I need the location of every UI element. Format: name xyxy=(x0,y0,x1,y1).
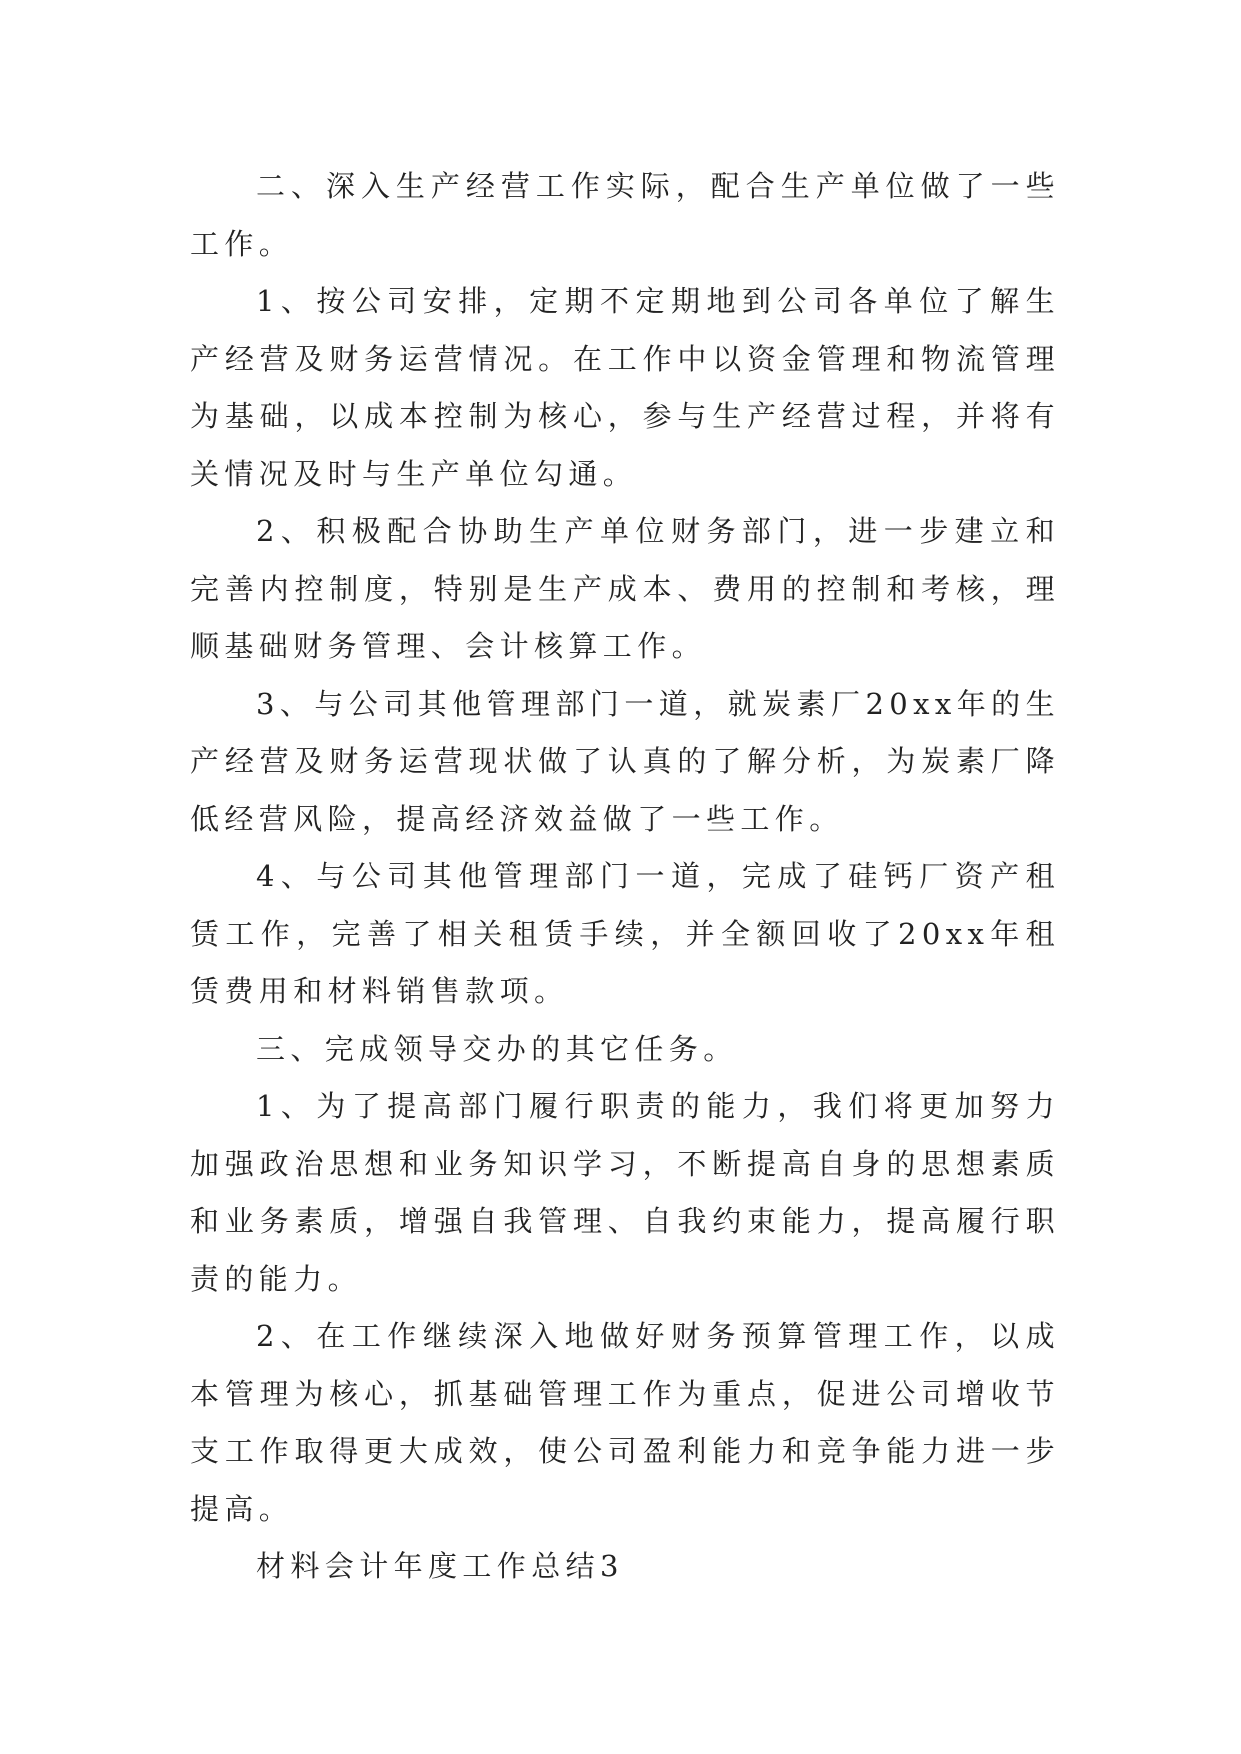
paragraph-item-1: 1、按公司安排，定期不定期地到公司各单位了解生产经营及财务运营情况。在工作中以资金管理和物流管理为基础，以成本控制为核心，参与生产经营过程，并将有关情况及时与生产单位勾通。 xyxy=(190,284,1060,491)
paragraph-item-2: 2、积极配合协助生产单位财务部门，进一步建立和完善内控制度，特别是生产成本、费用的控制和考核，理顺基础财务管理、会计核算工作。 xyxy=(190,514,1060,663)
paragraph-item-3: 3、与公司其他管理部门一道，就炭素厂20xx年的生产经营及财务运营现状做了认真的了解分析，为炭素厂降低经营风险，提高经济效益做了一些工作。 xyxy=(190,686,1060,836)
section-heading-2: 二、深入生产经营工作实际，配合生产单位做了一些工作。 xyxy=(190,169,1060,261)
paragraph-item-4: 4、与公司其他管理部门一道，完成了硅钙厂资产租赁工作，完善了相关租赁手续，并全额回收了20xx年租赁费用和材料销售款项。 xyxy=(190,859,1060,1008)
paragraph-task-2: 2、在工作继续深入地做好财务预算管理工作，以成本管理为核心，抓基础管理工作为重点，促进公司增收节支工作取得更大成效，使公司盈利能力和竞争能力进一步提高。 xyxy=(190,1319,1060,1526)
section-heading-3: 三、完成领导交办的其它任务。 xyxy=(256,1031,738,1066)
document-title: 材料会计年度工作总结3 xyxy=(256,1549,624,1583)
document-body xyxy=(190,158,1060,1596)
paragraph-task-1: 1、为了提高部门履行职责的能力，我们将更加努力加强政治思想和业务知识学习，不断提高自身的思想素质和业务素质，增强自我管理、自我约束能力，提高履行职责的能力。 xyxy=(190,1089,1060,1296)
